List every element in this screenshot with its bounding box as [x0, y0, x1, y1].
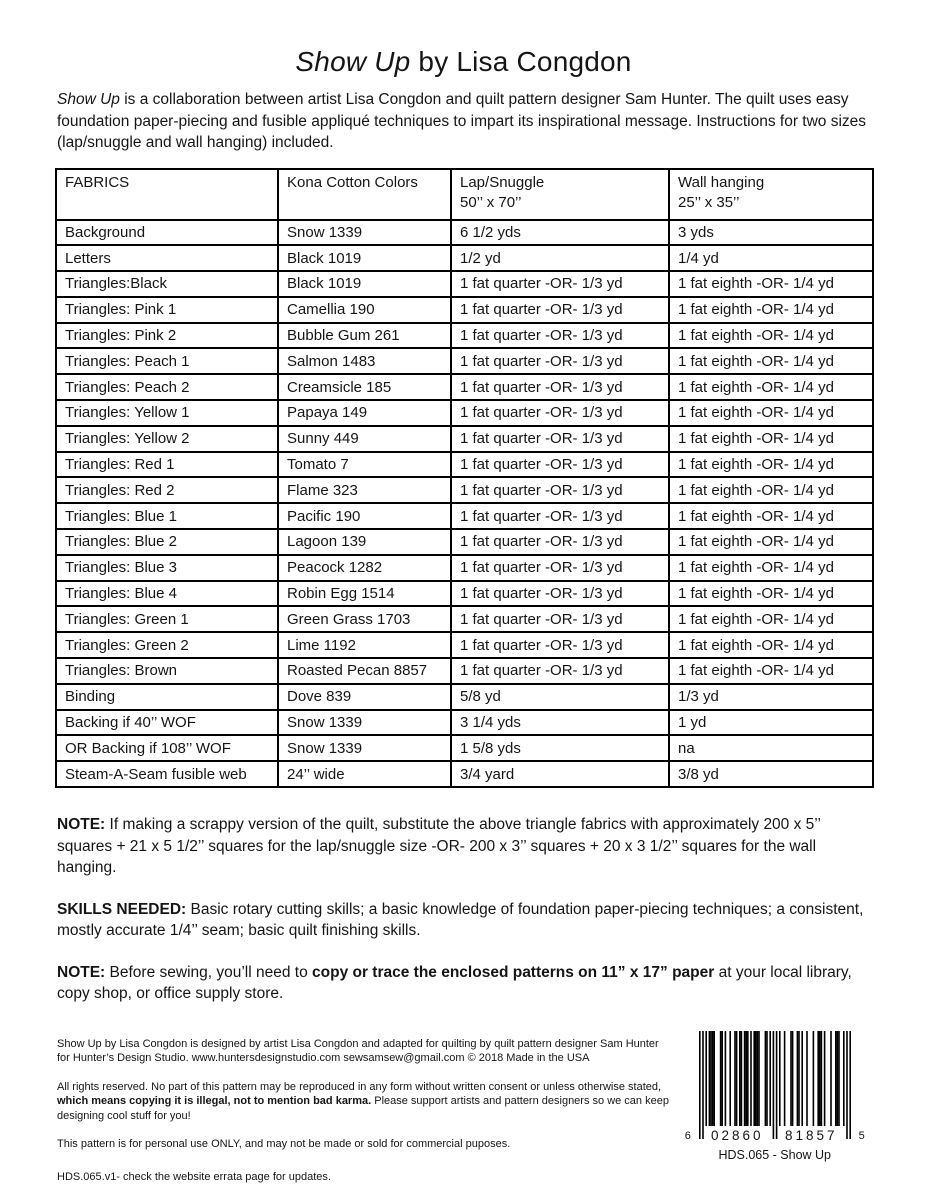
table-cell: 1 fat eighth -OR- 1/4 yd	[669, 426, 873, 452]
table-cell: Letters	[56, 245, 278, 271]
upc-barcode	[684, 1031, 865, 1143]
table-cell: Peacock 1282	[278, 555, 451, 581]
table-cell: 1 yd	[669, 710, 873, 736]
table-cell: Triangles: Red 1	[56, 452, 278, 478]
table-row	[56, 735, 873, 761]
fine-print	[57, 1037, 669, 1199]
table-cell: 1 fat quarter -OR- 1/3 yd	[451, 400, 669, 426]
table-cell: OR Backing if 108’’ WOF	[56, 735, 278, 761]
table-cell: Triangles: Green 1	[56, 606, 278, 632]
table-row	[56, 323, 873, 349]
barcode-left-digit: 6	[684, 1129, 691, 1142]
table-cell: Triangles: Pink 1	[56, 297, 278, 323]
table-cell: 1 fat quarter -OR- 1/3 yd	[451, 581, 669, 607]
note-copy-patterns	[57, 962, 872, 1005]
table-header-row	[56, 169, 873, 220]
table-cell: Lagoon 139	[278, 529, 451, 555]
table-cell: 5/8 yd	[451, 684, 669, 710]
intro-lead-italic: Show Up	[57, 91, 120, 108]
table-cell: Snow 1339	[278, 710, 451, 736]
table-row	[56, 761, 873, 787]
version-line: HDS.065.v1- check the website errata page for updates.	[57, 1170, 331, 1183]
table-cell: Dove 839	[278, 684, 451, 710]
table-row	[56, 271, 873, 297]
intro-text: is a collaboration between artist Lisa Congdon and quilt pattern designer Sam Hunter. The quilt uses easy foundation paper-piecing and fusible appliqué techniques to impart its inspirational message. Instructions for two sizes (lap/snuggle and wall hanging) included.	[57, 91, 867, 151]
table-row	[56, 297, 873, 323]
table-cell: 1 fat eighth -OR- 1/4 yd	[669, 323, 873, 349]
table-cell: 1 fat eighth -OR- 1/4 yd	[669, 606, 873, 632]
table-cell: Triangles: Peach 2	[56, 374, 278, 400]
table-cell: Papaya 149	[278, 400, 451, 426]
rights-paragraph	[57, 1080, 669, 1124]
table-header-cell: Lap/Snuggle 50’’ x 70’’	[451, 169, 669, 220]
table-cell: Black 1019	[278, 271, 451, 297]
table-cell: 1 fat quarter -OR- 1/3 yd	[451, 477, 669, 503]
table-cell: 1 fat quarter -OR- 1/3 yd	[451, 452, 669, 478]
table-row	[56, 503, 873, 529]
table-row	[56, 477, 873, 503]
table-cell: Triangles: Blue 3	[56, 555, 278, 581]
barcode-label: HDS.065 - Show Up	[718, 1147, 832, 1162]
table-cell: 1 fat eighth -OR- 1/4 yd	[669, 348, 873, 374]
table-cell: Triangles: Blue 4	[56, 581, 278, 607]
table-cell: Triangles: Pink 2	[56, 323, 278, 349]
table-cell: Lime 1192	[278, 632, 451, 658]
table-cell: Pacific 190	[278, 503, 451, 529]
table-cell: Robin Egg 1514	[278, 581, 451, 607]
table-cell: Black 1019	[278, 245, 451, 271]
table-row	[56, 220, 873, 246]
table-cell: Triangles: Brown	[56, 658, 278, 684]
rights-pre: All rights reserved. No part of this pattern may be reproduced in any form without written consent or unless otherwise stated,	[57, 1080, 662, 1093]
table-cell: Roasted Pecan 8857	[278, 658, 451, 684]
table-cell: 1 fat quarter -OR- 1/3 yd	[451, 323, 669, 349]
table-cell: 6 1/2 yds	[451, 220, 669, 246]
table-cell: 3 yds	[669, 220, 873, 246]
table-cell: 1 fat eighth -OR- 1/4 yd	[669, 581, 873, 607]
table-cell: 1 fat eighth -OR- 1/4 yd	[669, 297, 873, 323]
table-row	[56, 632, 873, 658]
table-cell: Triangles:Black	[56, 271, 278, 297]
skills-needed	[57, 899, 872, 942]
barcode-block	[669, 1031, 880, 1199]
title-rest: by Lisa Congdon	[410, 46, 632, 77]
table-header-cell: FABRICS	[56, 169, 278, 220]
table-cell: Triangles: Peach 1	[56, 348, 278, 374]
intro-paragraph	[57, 89, 872, 154]
skills-label: SKILLS NEEDED:	[57, 900, 187, 918]
table-row	[56, 245, 873, 271]
table-row	[56, 426, 873, 452]
table-cell: 1 fat eighth -OR- 1/4 yd	[669, 632, 873, 658]
rights-post: Please support artists and pattern designers so we can keep designing cool stuff for you!	[57, 1095, 669, 1122]
table-cell: Triangles: Yellow 1	[56, 400, 278, 426]
table-cell: 1 fat eighth -OR- 1/4 yd	[669, 477, 873, 503]
table-cell: Steam-A-Seam fusible web	[56, 761, 278, 787]
table-cell: 1 fat eighth -OR- 1/4 yd	[669, 658, 873, 684]
table-cell: Green Grass 1703	[278, 606, 451, 632]
note-label: NOTE:	[57, 816, 106, 834]
table-cell: Snow 1339	[278, 220, 451, 246]
table-header-cell: Kona Cotton Colors	[278, 169, 451, 220]
table-cell: 1 fat eighth -OR- 1/4 yd	[669, 374, 873, 400]
credit-paragraph: Show Up by Lisa Congdon is designed by artist Lisa Congdon and adapted for quilting by quilt pattern designer Sam Hunter for Hunter’s Design Studio. www.huntersdesignstudio.com sewsamsew@gmail.com © 2018 Made in the USA	[57, 1037, 659, 1065]
note-scrappy	[57, 814, 872, 879]
table-header-cell: Wall hanging 25’’ x 35’’	[669, 169, 873, 220]
table-cell: 3/8 yd	[669, 761, 873, 787]
table-cell: 1 fat quarter -OR- 1/3 yd	[451, 503, 669, 529]
table-row	[56, 400, 873, 426]
table-cell: 1/4 yd	[669, 245, 873, 271]
table-cell: Triangles: Red 2	[56, 477, 278, 503]
table-cell: na	[669, 735, 873, 761]
table-row	[56, 452, 873, 478]
note-text: If making a scrappy version of the quilt, substitute the above triangle fabrics with approximately 200 x 5’’ squares + 21 x 5 1/2’’ squares for the lap/snuggle size -OR- 200 x 3’’ squares + 20 x 3 1/2’’ squares for the wall hanging.	[57, 816, 821, 877]
table-cell: Salmon 1483	[278, 348, 451, 374]
fabric-requirements-table	[55, 168, 874, 789]
note-post: at your local library, copy shop, or office supply store.	[57, 963, 852, 1003]
rights-bold: which means copying it is illegal, not to mention bad karma.	[57, 1095, 372, 1108]
table-cell: Tomato 7	[278, 452, 451, 478]
table-cell: 1 fat eighth -OR- 1/4 yd	[669, 400, 873, 426]
table-cell: Backing if 40’’ WOF	[56, 710, 278, 736]
table-cell: 1 fat eighth -OR- 1/4 yd	[669, 555, 873, 581]
title-italic: Show Up	[295, 46, 411, 77]
table-row	[56, 529, 873, 555]
table-cell: 1 fat eighth -OR- 1/4 yd	[669, 503, 873, 529]
note-bold: copy or trace the enclosed patterns on 11” x 17” paper	[312, 963, 715, 981]
note-label: NOTE:	[57, 963, 106, 981]
table-cell: Triangles: Blue 2	[56, 529, 278, 555]
table-row	[56, 684, 873, 710]
table-row	[56, 555, 873, 581]
table-row	[56, 581, 873, 607]
table-row	[56, 658, 873, 684]
table-cell: 1 fat eighth -OR- 1/4 yd	[669, 452, 873, 478]
table-cell: 1 fat quarter -OR- 1/3 yd	[451, 632, 669, 658]
table-cell: Triangles: Green 2	[56, 632, 278, 658]
table-cell: Background	[56, 220, 278, 246]
table-cell: 3 1/4 yds	[451, 710, 669, 736]
footer	[57, 1037, 880, 1199]
table-cell: 1/2 yd	[451, 245, 669, 271]
table-cell: Triangles: Blue 1	[56, 503, 278, 529]
table-cell: 1 fat quarter -OR- 1/3 yd	[451, 529, 669, 555]
table-cell: Camellia 190	[278, 297, 451, 323]
table-cell: Binding	[56, 684, 278, 710]
table-cell: 1 5/8 yds	[451, 735, 669, 761]
table-cell: Flame 323	[278, 477, 451, 503]
table-cell: Creamsicle 185	[278, 374, 451, 400]
barcode-right-digit: 5	[858, 1129, 865, 1142]
skills-text: Basic rotary cutting skills; a basic knowledge of foundation paper-piecing techniques; a consistent, mostly accurate 1/4’’ seam; basic quilt finishing skills.	[57, 900, 864, 940]
barcode-bars-icon	[699, 1031, 851, 1139]
table-cell: 1 fat quarter -OR- 1/3 yd	[451, 426, 669, 452]
page-title	[0, 46, 927, 78]
table-cell: 1 fat quarter -OR- 1/3 yd	[451, 658, 669, 684]
table-row	[56, 606, 873, 632]
barcode-digit-group-2: 81857	[780, 1129, 843, 1143]
table-cell: 1 fat eighth -OR- 1/4 yd	[669, 271, 873, 297]
table-cell: 1 fat quarter -OR- 1/3 yd	[451, 374, 669, 400]
table-row	[56, 348, 873, 374]
fabric-table-body	[56, 220, 873, 788]
table-cell: 1/3 yd	[669, 684, 873, 710]
barcode-digit-group-1: 02860	[706, 1129, 769, 1143]
table-cell: Sunny 449	[278, 426, 451, 452]
table-cell: 3/4 yard	[451, 761, 669, 787]
table-cell: 1 fat eighth -OR- 1/4 yd	[669, 529, 873, 555]
table-cell: Snow 1339	[278, 735, 451, 761]
table-cell: 1 fat quarter -OR- 1/3 yd	[451, 271, 669, 297]
table-cell: 1 fat quarter -OR- 1/3 yd	[451, 606, 669, 632]
table-cell: Bubble Gum 261	[278, 323, 451, 349]
table-cell: 1 fat quarter -OR- 1/3 yd	[451, 297, 669, 323]
table-row	[56, 374, 873, 400]
personal-use-paragraph: This pattern is for personal use ONLY, and may not be made or sold for commercial puposes.	[57, 1138, 511, 1151]
note-pre: Before sewing, you’ll need to	[105, 963, 313, 981]
table-cell: Triangles: Yellow 2	[56, 426, 278, 452]
table-cell: 24’’ wide	[278, 761, 451, 787]
table-cell: 1 fat quarter -OR- 1/3 yd	[451, 348, 669, 374]
table-cell: 1 fat quarter -OR- 1/3 yd	[451, 555, 669, 581]
table-row	[56, 710, 873, 736]
